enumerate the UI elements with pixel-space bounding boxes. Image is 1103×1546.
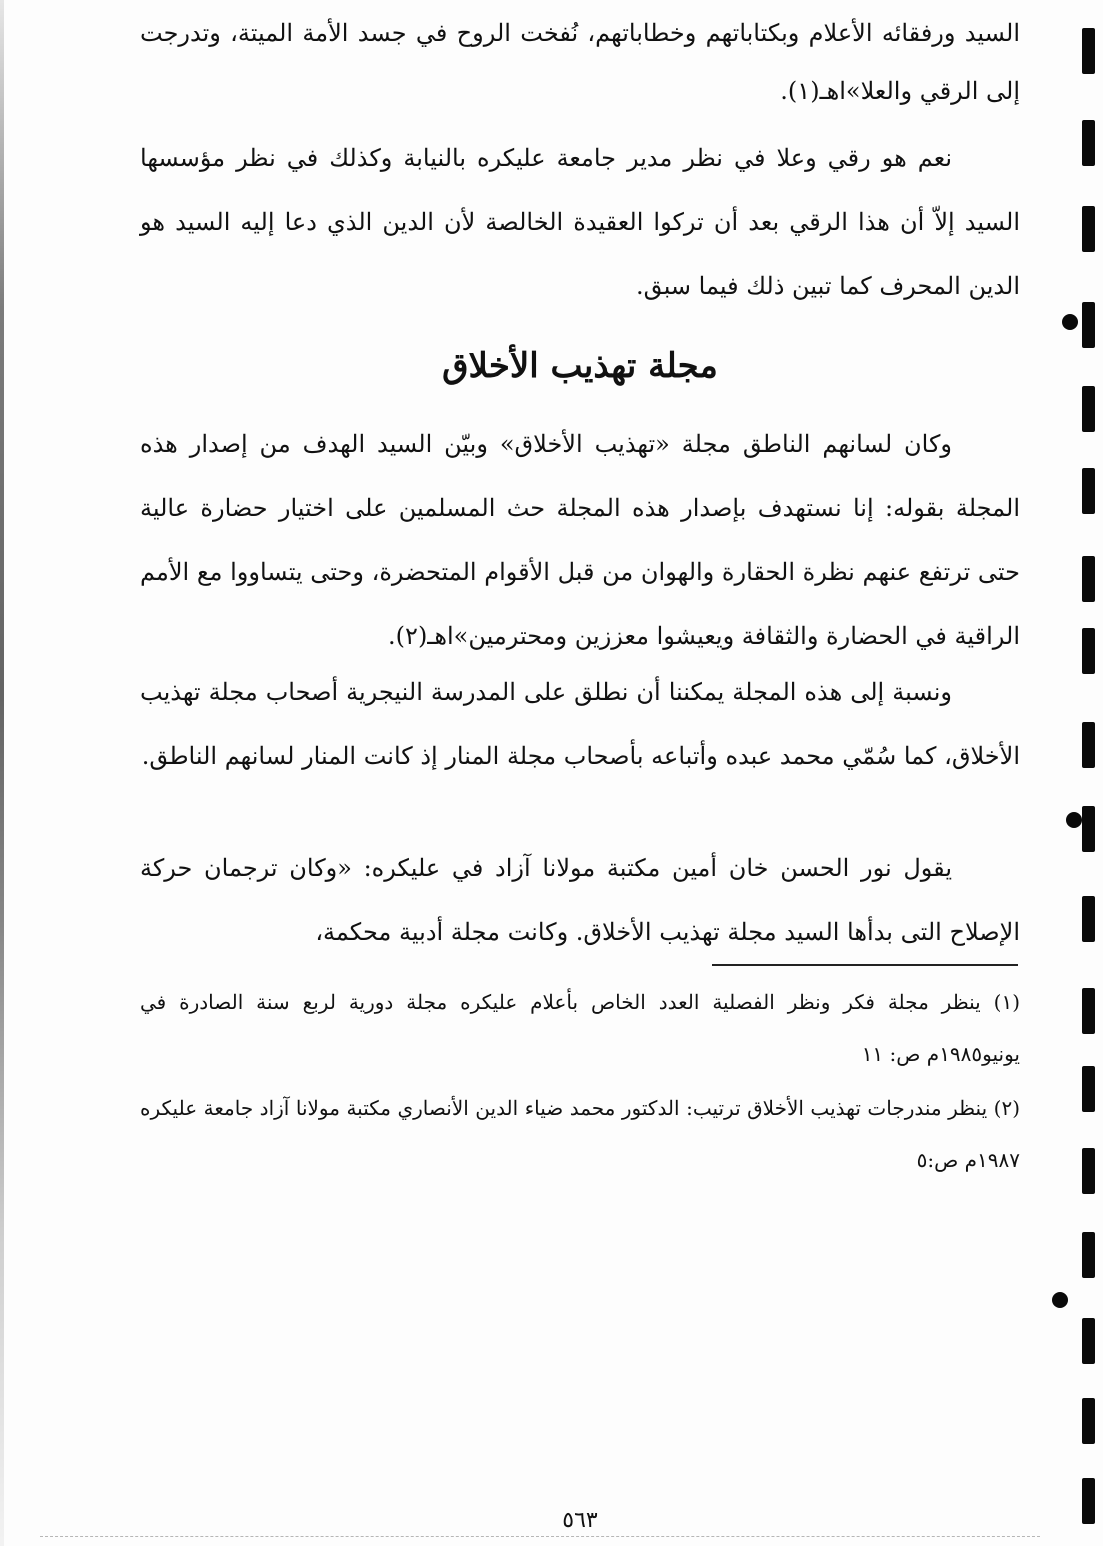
binder-tab [1082,806,1095,852]
binder-tab [1082,1066,1095,1112]
binder-tab [1082,120,1095,166]
footnote-1: (١) ينظر مجلة فكر ونظر الفصلية العدد الخاص بأعلام عليكره مجلة دورية لربع سنة الصادرة في يونيو١٩٨٥م ص: ١١ [140,990,1020,1066]
binder-tab [1082,206,1095,252]
binder-tab [1082,1398,1095,1444]
binder-tab [1082,28,1095,74]
binder-tab [1082,988,1095,1034]
binder-tab [1082,302,1095,348]
binder-hole [1062,314,1078,330]
binder-tab [1082,1232,1095,1278]
binder-tab [1082,468,1095,514]
bottom-scan-edge [40,1536,1040,1540]
section-heading: مجلة تهذيب الأخلاق [442,346,718,386]
footnote-separator [712,964,1018,966]
binder-tab [1082,556,1095,602]
page-number: ٥٦٣ [562,1508,598,1533]
paragraph-4: ونسبة إلى هذه المجلة يمكننا أن نطلق على المدرسة النيجرية أصحاب مجلة تهذيب الأخلاق، كما سُمّي محمد عبده وأتباعه بأصحاب مجلة المنار إذ كانت المنار لسانهم الناطق. [140,678,1020,770]
paragraph-3: وكان لسانهم الناطق مجلة «تهذيب الأخلاق» وبيّن السيد الهدف من إصدار هذه المجلة بقوله: إنا نستهدف بإصدار هذه المجلة حث المسلمين على اختيار حضارة عالية حتى ترتفع عنهم نظرة الحقارة والهوان من قبل الأقوام المتحضرة، وحتى يتساووا مع الأمم الراقية في الحضارة والثقافة ويعيشوا معززين ومحترمين»اهـ(٢). [140,430,1020,650]
binder-hole [1066,812,1082,828]
binder-tab [1082,386,1095,432]
binder-tab [1082,722,1095,768]
binder-tab [1082,896,1095,942]
paragraph-1: السيد ورفقائه الأعلام وبكتاباتهم وخطاباتهم، نُفخت الروح في جسد الأمة الميتة، وتدرجت إلى الرقي والعلا»اهـ(١). [140,19,1020,105]
binder-tab [1082,1318,1095,1364]
scan-shadow-edge [0,0,4,1546]
binder-hole [1052,1292,1068,1308]
paragraph-2: نعم هو رقي وعلا في نظر مدير جامعة عليكره بالنيابة وكذلك في نظر مؤسسها السيد إلاّ أن هذا الرقي بعد أن تركوا العقيدة الخالصة لأن الدين الذي دعا إليه السيد هو الدين المحرف كما تبين ذلك فيما سبق. [140,144,1020,300]
footnote-2: (٢) ينظر مندرجات تهذيب الأخلاق ترتيب: الدكتور محمد ضياء الدين الأنصاري مكتبة مولانا آزاد جامعة عليكره ١٩٨٧م ص:٥ [140,1096,1020,1172]
binder-tab [1082,1148,1095,1194]
binder-tab [1082,628,1095,674]
binder-tab [1082,1478,1095,1524]
paragraph-5: يقول نور الحسن خان أمين مكتبة مولانا آزاد في عليكره: «وكان ترجمان حركة الإصلاح التى بدأها السيد مجلة تهذيب الأخلاق. وكانت مجلة أدبية محكمة، [140,854,1020,946]
